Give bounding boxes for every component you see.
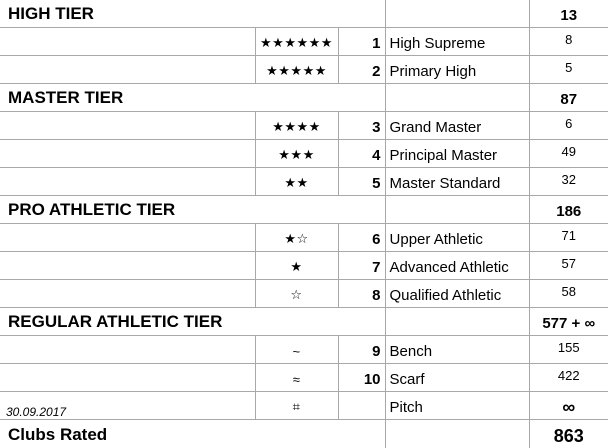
category-row [0,28,608,56]
category-count: 58 [529,280,608,308]
category-name: High Supreme [385,28,529,56]
tier-count: 186 [529,196,608,224]
tier-num-cell [338,84,385,112]
category-row [0,140,608,168]
category-row [0,336,608,364]
total-count: 863 [529,420,608,448]
category-number: 6 [338,224,385,252]
category-number: 8 [338,280,385,308]
category-row [0,224,608,252]
tier-name-cell [385,84,529,112]
category-number: 2 [338,56,385,84]
tier-count: 577 + ∞ [529,308,608,336]
tier-num-cell [338,0,385,28]
category-spacer [0,56,255,84]
star-rating: ★★★★★ [255,56,338,84]
tier-num-cell [338,308,385,336]
category-count: 8 [529,28,608,56]
tier-name-cell [385,196,529,224]
category-row [0,364,608,392]
category-number: 5 [338,168,385,196]
category-count: 5 [529,56,608,84]
category-count: 32 [529,168,608,196]
category-count: 57 [529,252,608,280]
category-number: 9 [338,336,385,364]
category-row [0,56,608,84]
star-rating: ★ [255,252,338,280]
star-rating: ≈ [255,364,338,392]
category-row [0,168,608,196]
category-name: Advanced Athletic [385,252,529,280]
tier-row [0,196,608,224]
category-count: 49 [529,140,608,168]
tier-label: REGULAR ATHLETIC TIER [0,308,338,336]
total-label: Clubs Rated [0,420,338,448]
category-spacer [0,252,255,280]
category-name: Principal Master [385,140,529,168]
star-rating: ★★★ [255,140,338,168]
category-spacer [0,224,255,252]
tier-count: 13 [529,0,608,28]
category-count: 71 [529,224,608,252]
category-name: Scarf [385,364,529,392]
category-count: 422 [529,364,608,392]
star-rating: ★★ [255,168,338,196]
category-spacer [0,280,255,308]
date-label: 30.09.2017 [6,405,66,419]
category-row [0,252,608,280]
category-spacer [0,28,255,56]
category-number: 1 [338,28,385,56]
star-rating: ~ [255,336,338,364]
category-name: Qualified Athletic [385,280,529,308]
tier-count: 87 [529,84,608,112]
tier-label: MASTER TIER [0,84,338,112]
tier-num-cell [338,196,385,224]
category-count: 6 [529,112,608,140]
star-rating: ★★★★★★ [255,28,338,56]
category-spacer [0,336,255,364]
category-number: 10 [338,364,385,392]
star-rating: ★★★★ [255,112,338,140]
tier-row [0,308,608,336]
category-row [0,392,608,420]
category-spacer [0,364,255,392]
category-count: ∞ [529,392,608,420]
category-spacer [0,168,255,196]
tier-row [0,84,608,112]
star-rating: ☆ [255,280,338,308]
star-rating: ⌗ [255,392,338,420]
category-number [338,392,385,420]
tier-label: HIGH TIER [0,0,338,28]
category-row [0,112,608,140]
category-number: 7 [338,252,385,280]
category-name: Grand Master [385,112,529,140]
category-name: Upper Athletic [385,224,529,252]
category-count: 155 [529,336,608,364]
star-rating: ★☆ [255,224,338,252]
category-name: Primary High [385,56,529,84]
total-name-cell [385,420,529,448]
tier-row [0,0,608,28]
category-number: 4 [338,140,385,168]
category-row [0,280,608,308]
tier-name-cell [385,0,529,28]
category-name: Bench [385,336,529,364]
category-name: Pitch [385,392,529,420]
total-num-cell [338,420,385,448]
tier-name-cell [385,308,529,336]
total-row [0,420,608,448]
tier-label: PRO ATHLETIC TIER [0,196,338,224]
category-name: Master Standard [385,168,529,196]
category-spacer [0,140,255,168]
category-number: 3 [338,112,385,140]
category-spacer [0,112,255,140]
